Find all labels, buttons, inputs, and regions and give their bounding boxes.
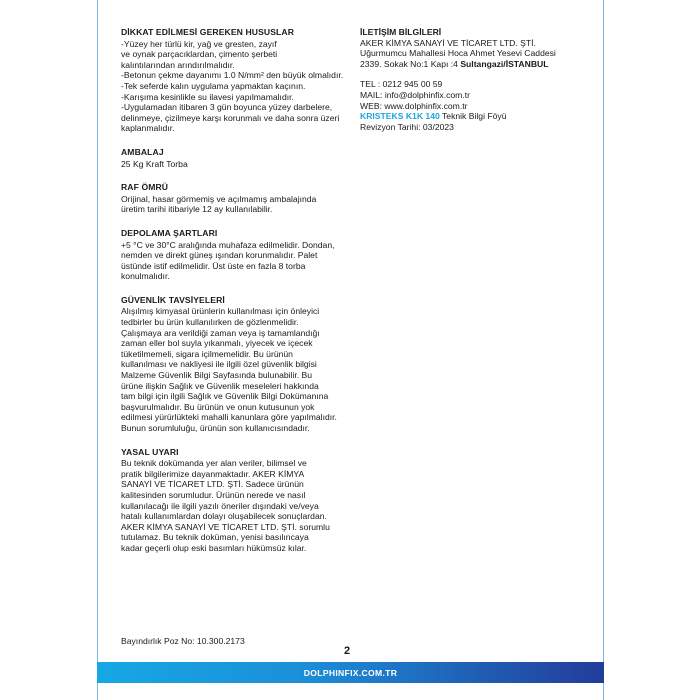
text-line: -Tek seferde kalın uygulama yapmaktan kaçının. [121, 80, 306, 91]
section-title: AMBALAJ [121, 146, 164, 157]
text-line: -Uygulamadan itibaren 3 gün boyunca yüzey darbelere, [121, 102, 333, 113]
section-body [121, 39, 353, 134]
text-line: kullanılması ve nakliyesi ile ilgili özel güvenlik bilgisi [121, 359, 317, 370]
revision-date: Revizyon Tarihi: 03/2023 [360, 121, 454, 132]
text-line: SANAYİ VE TİCARET LTD. ŞTİ. Sadece ürünün [121, 479, 304, 490]
page-number: 2 [344, 645, 351, 657]
product-line [360, 111, 585, 122]
product-name: KRISTEKS K1K 140 [360, 111, 440, 122]
section-title: YASAL UYARI [121, 446, 179, 457]
text-line: -Karışıma kesinlikle su ilavesi yapılmamalıdır. [121, 91, 294, 102]
text-line: hatalı kullanımlardan dolayı oluşabilecek sonuçlardan. [121, 511, 327, 522]
text-line: başvurulmalıdır. Bu ürünün ve onun kutusunun yok [121, 401, 315, 412]
address-city: Sultangazi/İSTANBUL [460, 58, 549, 69]
text-line: zaman eller bol suyla yıkanmalı, yiyecek ve içecek [121, 338, 313, 349]
product-doc-type: Teknik Bilgi Föyü [439, 111, 507, 122]
section-ambalaj [121, 147, 353, 169]
text-line: tedbirler bu ürün kullanılırken de gözlenmelidir. [121, 317, 299, 328]
text-line: -Yüzey her türlü kir, yağ ve gresten, zayıf [121, 38, 277, 49]
text-line: tüketilmemeli, sigara içilmemelidir. Bu ürünün [121, 348, 293, 359]
section-dikkat [121, 27, 353, 134]
address-street: 2339. Sokak No:1 Kapı :4 [360, 58, 461, 69]
section-raf-omru [121, 182, 353, 215]
address-line-1: Uğurmumcu Mahallesi Hoca Ahmet Yesevi Caddesi [360, 48, 556, 59]
text-line: -Betonun çekme dayanımı 1.0 N/mm² den büyük olmalıdır. [121, 70, 344, 81]
text-line: Malzeme Güvenlik Bilgi Sayfasında bulunabilir. Bu [121, 370, 313, 381]
section-depolama [121, 228, 353, 282]
text-line: Alışılmış kimyasal ürünlerin kullanılması için önleyici [121, 306, 320, 317]
company-name: AKER KİMYA SANAYİ VE TİCARET LTD. ŞTİ. [360, 37, 536, 48]
contact-title: İLETİŞİM BİLGİLERİ [360, 27, 442, 37]
section-title: DİKKAT EDİLMESİ GEREKEN HUSUSLAR [121, 27, 295, 37]
text-line: ve oynak parçacıklardan, çimento şerbeti [121, 49, 278, 60]
text-line: kadar geçerli olup eski basımları hükümsüz kılar. [121, 542, 307, 553]
section-body [121, 240, 353, 282]
text-line: delinmeye, çizilmeye karşı korunmalı ve daha sonra üzeri [121, 112, 340, 123]
email-address: MAIL: info@dolphinfix.com.tr [360, 89, 470, 100]
section-body [121, 458, 353, 553]
text-line: Çalışmaya ara verildiği zaman veya iş tamamlandığı [121, 327, 320, 338]
text-line: üstünde istif edilmelidir. Üst üste en fazla 8 torba [121, 260, 306, 271]
text-line: kaplanmalıdır. [121, 123, 175, 134]
text-line: edilmesi yürürlükteki mahalli kanunlara göre yapılmalıdır. [121, 412, 337, 423]
address-line-2 [360, 59, 585, 70]
text-line: Bu teknik dokümanda yer alan veriler, bilimsel ve [121, 458, 307, 469]
footer-bar [97, 662, 604, 683]
section-title: GÜVENLİK TAVSİYELERİ [121, 294, 225, 305]
contact-info [360, 27, 585, 132]
text-line: kalitesinden sorumludur. Ürünün nerede ve nasıl [121, 489, 306, 500]
section-title: DEPOLAMA ŞARTLARI [121, 227, 218, 238]
section-body [121, 306, 353, 433]
text-line: ürüne ilişkin Sağlık ve Güvenlik meseleleri hakkında [121, 380, 319, 391]
text-line: üretim tarihi itibariyle 12 ay kullanılabilir. [121, 204, 273, 215]
text-line: AKER KİMYA SANAYİ VE TİCARET LTD. ŞTİ. sorumlu [121, 521, 330, 532]
text-line: +5 °C ve 30°C aralığında muhafaza edilmelidir. Dondan, [121, 239, 335, 250]
text-line: kalıntılarından arındırılmalıdır. [121, 59, 235, 70]
text-line: kullanılacağı ile ilgili yazılı öneriler dışındaki ve/veya [121, 500, 319, 511]
text-line: Bunun sorumluluğu, ürünün son kullanıcısındadır. [121, 423, 310, 433]
footer-url[interactable]: DOLPHINFIX.COM.TR [303, 667, 398, 678]
section-title: RAF ÖMRÜ [121, 182, 169, 193]
phone-number: TEL : 0212 945 00 59 [360, 79, 443, 90]
text-line: Orijinal, hasar görmemiş ve açılmamış ambalajında [121, 193, 317, 204]
section-body [121, 194, 353, 215]
section-guvenlik [121, 295, 353, 434]
text-line: 25 Kg Kraft Torba [121, 158, 188, 169]
section-yasal-uyari [121, 447, 353, 554]
text-line: konulmalıdır. [121, 271, 170, 282]
poz-number: Bayındırlık Poz No: 10.300.2173 [121, 636, 245, 646]
left-column [121, 27, 353, 567]
section-body [121, 159, 353, 170]
website: WEB: www.dolphinfix.com.tr [360, 100, 468, 111]
text-line: pratik bilgilerimize dayanmaktadır. AKER KİMYA [121, 468, 305, 479]
text-line: nemden ve direkt güneş ışından korunmalıdır. Palet [121, 250, 318, 261]
text-line: tutulamaz. Bu teknik doküman, yenisi basılıncaya [121, 532, 309, 543]
text-line: tam bilgi için ilgili Sağlık ve Güvenlik Bilgi Dokümanına [121, 391, 329, 402]
